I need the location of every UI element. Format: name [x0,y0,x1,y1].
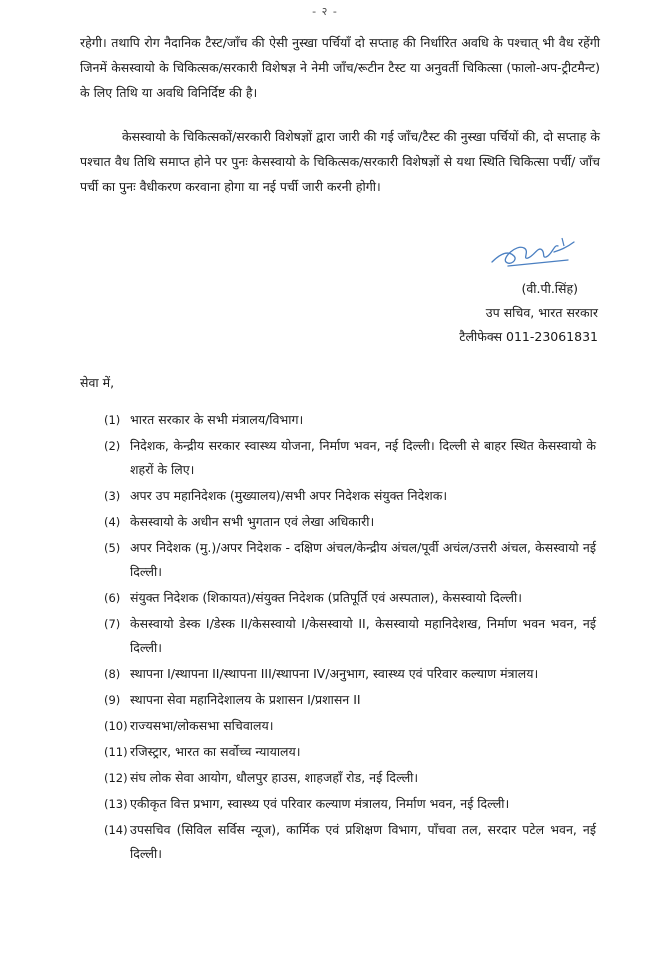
recipient-text: स्थापना I/स्थापना II/स्थापना III/स्थापना IV/अनुभाग, स्वास्थ्य एवं परिवार कल्याण मंत्रालय। [130,666,539,681]
signatory-designation: उप सचिव, भारत सरकार [485,305,598,320]
recipient-number: (2) [104,439,121,453]
recipients-heading: सेवा में, [80,375,115,390]
recipient-text: निदेशक, केन्द्रीय सरकार स्वास्थ्य योजना, निर्माण भवन, नई दिल्ली। दिल्ली से बाहर स्थित केसस्वायो के शहरों के लिए। [130,438,596,477]
recipient-text: भारत सरकार के सभी मंत्रालय/विभाग। [130,412,304,427]
body-paragraph-2: केसस्वायो के चिकित्सकों/सरकारी विशेषज्ञों द्वारा जारी की गई जाँच/टैस्ट की नुस्खा पर्चियों की, दो सप्ताह के पश्चात वैध तिथि समाप्त होने पर पुनः केसस्वायो के चिकित्सक/सरकारी विशेषज्ञों से यथा स्थिति चिकित्सा पर्ची/ जाँच पर्ची का पुनः वैधीकरण करवाना होगा या नई पर्ची जारी करनी होगी। [80,129,600,194]
recipient-item [104,792,596,816]
recipient-text: रजिस्ट्रार, भारत का सर्वोच्च न्यायालय। [130,744,301,759]
recipients-list [104,408,596,868]
recipient-item [104,740,596,764]
recipient-number: (5) [104,541,121,555]
recipient-item [104,714,596,738]
page-number: - २ - [312,5,338,18]
recipient-text: संघ लोक सेवा आयोग, धौलपुर हाउस, शाहजहाँ रोड, नई दिल्ली। [130,770,419,785]
recipient-item [104,586,596,610]
recipient-text: अपर निदेशक (मु.)/अपर निदेशक - दक्षिण अंचल/केन्द्रीय अंचल/पूर्वी अचंल/उत्तरी अंचल, केसस्वायो नई दिल्ली। [130,540,596,579]
recipient-text: उपसचिव (सिविल सर्विस न्यूज), कार्मिक एवं प्रशिक्षण विभाग, पाँचवा तल, सरदार पटेल भवन, नई दिल्ली। [130,822,596,861]
body-paragraph-1: रहेगी। तथापि रोग नैदानिक टैस्ट/जाँच की ऐसी नुस्खा पर्चियाँ दो सप्ताह की निर्धारित अवधि के पश्चात् भी वैध रहेंगी जिनमें केसस्वायो के चिकित्सक/सरकारी विशेषज्ञ ने नेमी जाँच/रूटीन टैस्ट या अनुवर्ती चिकित्सा (फालो-अप-ट्रीटमैन्ट) के लिए तिथि या अवधि विनिर्दिष्ट की है। [80,35,600,100]
recipient-number: (13) [104,797,128,811]
recipient-number: (1) [104,413,121,427]
recipient-item [104,434,596,482]
recipient-text: केसस्वायो के अधीन सभी भुगतान एवं लेखा अधिकारी। [130,514,375,529]
recipient-text: एकीकृत वित्त प्रभाग, स्वास्थ्य एवं परिवार कल्याण मंत्रालय, निर्माण भवन, नई दिल्ली। [130,796,510,811]
recipient-number: (10) [104,719,128,733]
recipient-item [104,484,596,508]
recipient-number: (4) [104,515,121,529]
recipient-text: संयुक्त निदेशक (शिकायत)/संयुक्त निदेशक (प्रतिपूर्ति एवं अस्पताल), केसस्वायो दिल्ली। [130,590,523,605]
recipient-number: (9) [104,693,121,707]
recipient-item [104,536,596,584]
recipient-number: (12) [104,771,128,785]
recipient-text: स्थापना सेवा महानिदेशालय के प्रशासन I/प्रशासन II [130,692,361,707]
recipient-number: (8) [104,667,121,681]
recipient-item [104,766,596,790]
recipient-item [104,612,596,660]
recipient-number: (6) [104,591,121,605]
recipient-number: (3) [104,489,121,503]
recipient-item [104,818,596,866]
recipient-number: (7) [104,617,121,631]
recipient-number: (11) [104,745,128,759]
recipient-item [104,688,596,712]
recipient-text: राज्यसभा/लोकसभा सचिवालय। [130,718,274,733]
recipient-item [104,662,596,686]
signatory-name: (वी.पी.सिंह) [521,281,578,296]
recipient-text: अपर उप महानिदेशक (मुख्यालय)/सभी अपर निदेशक संयुक्त निदेशक। [130,488,448,503]
signatory-telefax: टैलीफेक्स 011-23061831 [459,329,598,344]
recipient-item [104,510,596,534]
signature-icon [488,232,578,272]
recipient-number: (14) [104,823,128,837]
recipient-text: केसस्वायो डेस्क I/डेस्क II/केसस्वायो I/केसस्वायो II, केसस्वायो महानिदेशख, निर्माण भवन भवन, नई दिल्ली। [130,616,596,655]
recipient-item [104,408,596,432]
